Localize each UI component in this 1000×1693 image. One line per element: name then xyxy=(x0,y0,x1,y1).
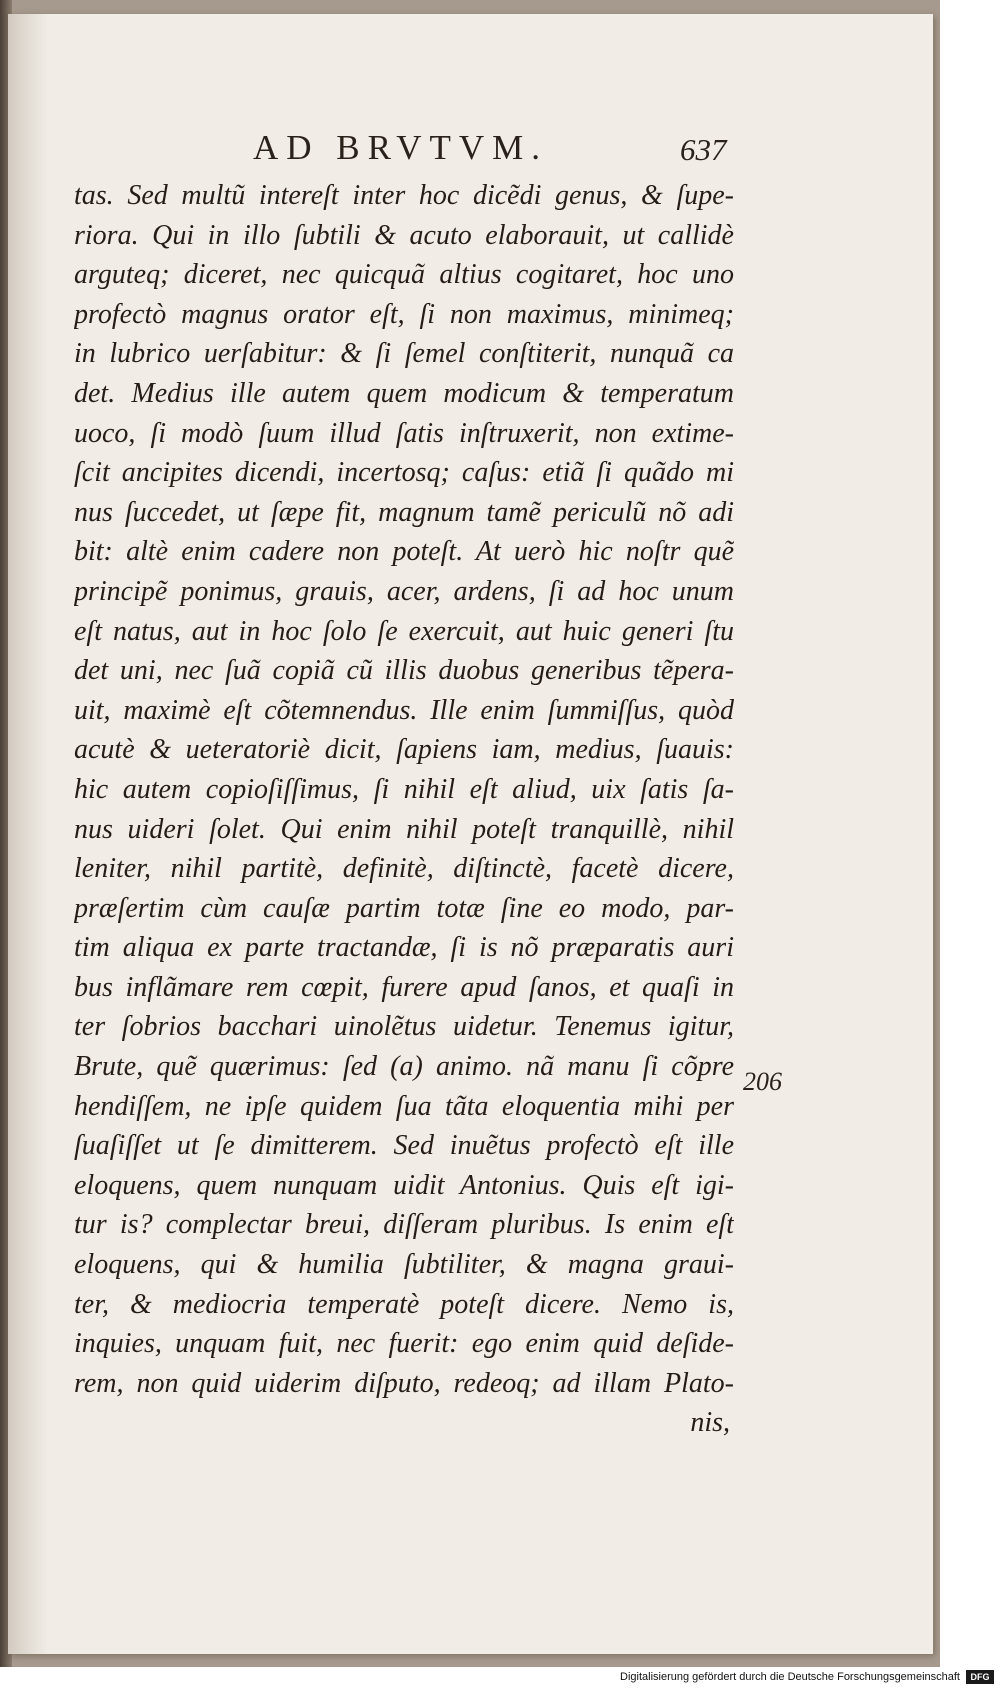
text-line: ter, & mediocria temperatè poteſt dicere. Nemo is, xyxy=(74,1288,734,1320)
book-page xyxy=(8,14,933,1654)
text-line: hic autem copioſiſſimus, ſi nihil eſt aliud, uix ſatis ſa- xyxy=(74,773,734,805)
text-line: det. Medius ille autem quem modicum & temperatum xyxy=(74,377,734,409)
text-line: tim aliqua ex parte tractandæ, ſi is nõ præparatis auri xyxy=(74,932,734,964)
text-line: hendiſſem, ne ipſe quidem ſua tãta eloquentia mihi per xyxy=(74,1090,734,1122)
text-line: leniter, nihil partitè, definitè, diſtinctè, facetè dicere, xyxy=(74,853,734,885)
margin-note: 206 xyxy=(743,1067,782,1096)
text-line: tur is? complectar breui, diſſeram pluribus. Is enim eſt xyxy=(74,1209,734,1241)
text-line: nus uideri ſolet. Qui enim nihil poteſt tranquillè, nihil xyxy=(74,813,734,845)
text-line: nus ſuccedet, ut ſæpe fit, magnum tamẽ periculũ nõ adi xyxy=(74,496,734,528)
text-line: eloquens, quem nunquam uidit Antonius. Quis eſt igi- xyxy=(74,1169,734,1201)
text-line: nis, xyxy=(690,1407,730,1439)
text-line: acutè & ueteratoriè dicit, ſapiens iam, medius, ſuauis: xyxy=(74,734,734,766)
dfg-logo: DFG xyxy=(966,1670,994,1684)
text-line: uit, maximè eſt cõtemnendus. Ille enim ſummiſſus, quòd xyxy=(74,694,734,726)
text-line: præſertim cùm cauſæ partim totæ ſine eo modo, par- xyxy=(74,892,734,924)
text-line: eſt natus, aut in hoc ſolo ſe exercuit, aut huic generi ſtu xyxy=(74,615,734,647)
body-text xyxy=(74,176,734,1443)
funding-credit: Digitalisierung gefördert durch die Deutsche Forschungsgemeinschaft xyxy=(620,1671,960,1683)
text-line: bus inflãmare rem cœpit, furere apud ſanos, et quaſi in xyxy=(74,971,734,1003)
text-line: uoco, ſi modò ſuum illud ſatis inſtruxerit, non extime- xyxy=(74,417,734,449)
text-line: bit: altè enim cadere non poteſt. At uerò hic noſtr quẽ xyxy=(74,536,734,568)
text-line: riora. Qui in illo ſubtili & acuto elaborauit, ut callidè xyxy=(74,219,734,251)
text-line: ter ſobrios bacchari uinolẽtus uidetur. Tenemus igitur, xyxy=(74,1011,734,1043)
text-line: ſuaſiſſet ut ſe dimitterem. Sed inuẽtus profectò eſt ille xyxy=(74,1130,734,1162)
page-number: 637 xyxy=(680,132,727,167)
text-line: in lubrico uerſabitur: & ſi ſemel conſtiterit, nunquã ca xyxy=(74,338,734,370)
footer-bar xyxy=(0,1667,1000,1693)
text-line: Brute, quẽ quærimus: ſed (a) animo. nã manu ſi cõpre xyxy=(74,1051,734,1083)
text-line: det uni, nec ſuã copiã cũ illis duobus generibus tẽpera- xyxy=(74,655,734,687)
text-line: tas. Sed multũ intereſt inter hoc dicẽdi genus, & ſupe- xyxy=(74,180,734,211)
text-line: profectò magnus orator eſt, ſi non maximus, minimeq; xyxy=(74,298,734,330)
text-line: eloquens, qui & humilia ſubtiliter, & magna graui- xyxy=(74,1249,734,1281)
text-line: arguteq; diceret, nec quicquã altius cogitaret, hoc uno xyxy=(74,259,734,291)
text-line: rem, non quid uiderim diſputo, redeoq; ad illam Plato- xyxy=(74,1367,734,1399)
running-head: AD BRVTVM. xyxy=(253,128,548,167)
text-line: ſcit ancipites dicendi, incertosq; caſus: etiã ſi quãdo mi xyxy=(74,457,734,489)
text-line: inquies, unquam fuit, nec fuerit: ego enim quid deſide- xyxy=(74,1328,734,1360)
text-line: principẽ ponimus, grauis, acer, ardens, ſi ad hoc unum xyxy=(74,575,734,607)
